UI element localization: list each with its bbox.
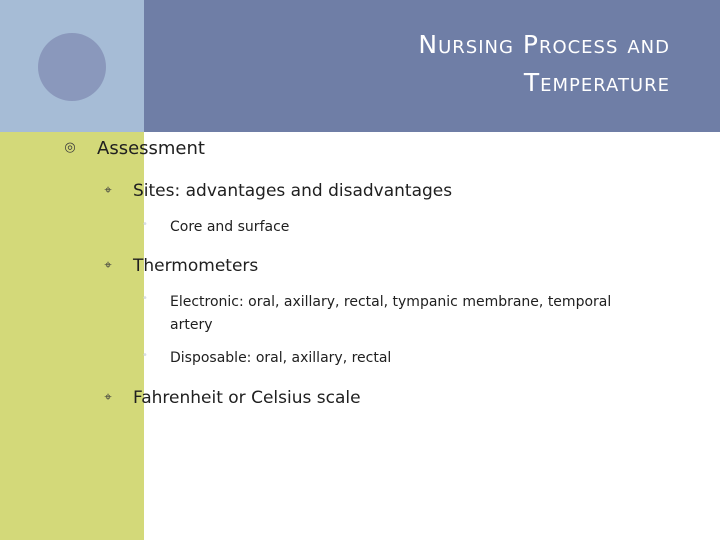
- decorative-circle: [38, 33, 106, 101]
- bullet-icon: ◎: [64, 140, 76, 155]
- bullet-icon: ⌖: [104, 258, 112, 273]
- bullet-icon: ⌖: [104, 390, 112, 405]
- slide-title: [418, 26, 670, 102]
- bullet-thermometers: Thermometers: [133, 256, 259, 276]
- title-line-2: Temperature: [523, 68, 670, 97]
- bullet-assessment: Assessment: [97, 138, 205, 159]
- title-line-1: Nursing Process and: [418, 30, 670, 59]
- sidebar-block: [0, 132, 144, 540]
- bullet-icon: •: [142, 350, 148, 361]
- bullet-core-surface: Core and surface: [170, 219, 290, 235]
- bullet-sites: Sites: advantages and disadvantages: [133, 181, 453, 201]
- bullet-electronic-line-2: artery: [170, 317, 213, 333]
- bullet-icon: •: [142, 293, 148, 304]
- bullet-icon: ⌖: [104, 183, 112, 198]
- bullet-electronic-line-1: Electronic: oral, axillary, rectal, tympanic membrane, temporal: [170, 294, 612, 310]
- bullet-icon: •: [142, 219, 148, 230]
- bullet-scale: Fahrenheit or Celsius scale: [133, 388, 361, 408]
- bullet-disposable: Disposable: oral, axillary, rectal: [170, 350, 392, 366]
